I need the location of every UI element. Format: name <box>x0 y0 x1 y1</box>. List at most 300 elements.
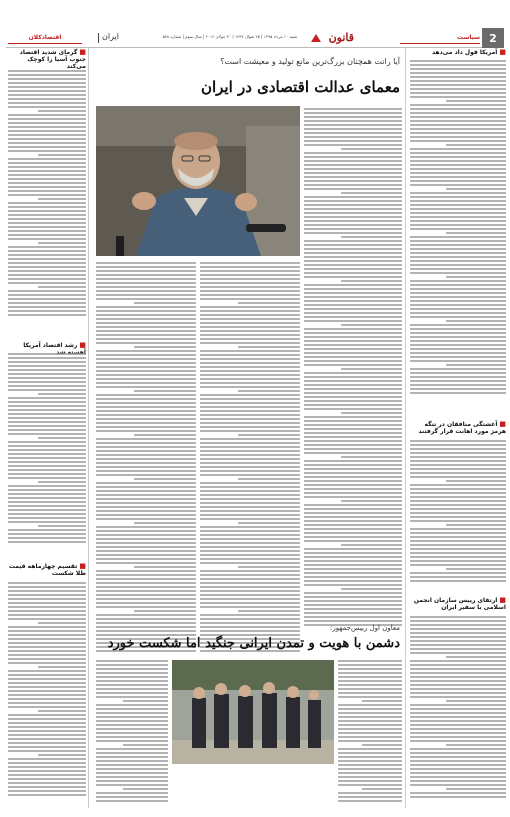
text-line <box>8 377 86 379</box>
text-line <box>8 425 86 427</box>
text-line <box>8 182 86 184</box>
text-line <box>200 386 300 388</box>
text-line <box>338 748 402 750</box>
main-body-col1 <box>304 108 402 628</box>
text-line <box>304 616 402 618</box>
issue-line: شنبه ۱۰ مرداد ۱۳۹۵ | ۲۵ شوال ۱۴۳۷ | ۳۰ جولای ۲۰۱۶ | سال سوم | شماره ۵۷۸ <box>162 34 298 39</box>
text-line <box>304 124 402 126</box>
text-line <box>304 372 402 374</box>
main-story-photo <box>96 106 300 256</box>
text-line <box>304 488 402 490</box>
text-line <box>96 590 196 592</box>
text-line <box>96 558 196 560</box>
text-line <box>410 240 506 242</box>
text-line <box>410 472 506 474</box>
text-line <box>96 446 196 448</box>
text-line <box>200 458 300 460</box>
text-line <box>200 314 300 316</box>
text-line <box>96 692 168 694</box>
text-line <box>200 466 300 468</box>
text-line <box>96 398 196 400</box>
text-line <box>200 358 300 360</box>
text-line <box>410 664 506 666</box>
text-line <box>200 418 300 420</box>
text-line <box>410 680 506 682</box>
text-line <box>96 554 196 556</box>
text-line <box>410 252 506 254</box>
text-line <box>410 60 506 62</box>
text-line <box>96 330 196 332</box>
text-line <box>304 128 402 130</box>
text-line <box>38 242 86 244</box>
text-line <box>410 732 506 734</box>
text-line <box>410 544 506 546</box>
text-line <box>96 760 168 762</box>
text-line <box>96 538 196 540</box>
text-line <box>410 444 506 446</box>
text-line <box>200 398 300 400</box>
text-line <box>304 184 402 186</box>
text-line <box>8 294 86 296</box>
text-line <box>304 380 402 382</box>
text-line <box>304 208 402 210</box>
text-line <box>8 397 86 399</box>
text-line <box>200 498 300 500</box>
text-line <box>338 756 402 758</box>
main-headline[interactable]: معمای عدالت اقتصادی در ایران <box>200 78 400 96</box>
text-line <box>338 660 402 662</box>
text-line <box>96 450 196 452</box>
text-line <box>96 262 196 264</box>
text-line <box>410 116 506 118</box>
text-line <box>304 536 402 538</box>
text-line <box>304 572 402 574</box>
text-line <box>96 386 196 388</box>
text-line <box>304 320 402 322</box>
text-line <box>8 654 86 656</box>
text-line <box>8 730 86 732</box>
text-line <box>200 474 300 476</box>
lower-body-right <box>338 660 402 804</box>
text-line <box>200 306 300 308</box>
text-line <box>200 594 300 596</box>
text-line <box>8 409 86 411</box>
text-line <box>410 460 506 462</box>
text-line <box>200 558 300 560</box>
text-line <box>304 452 402 454</box>
text-line <box>200 490 300 492</box>
text-line <box>38 198 86 200</box>
text-line <box>410 540 506 542</box>
text-line <box>8 353 86 355</box>
text-line <box>96 676 168 678</box>
text-line <box>410 180 506 182</box>
bullet-icon: ■ <box>499 48 506 56</box>
text-line <box>338 720 402 722</box>
text-line <box>8 642 86 644</box>
text-line <box>410 380 506 382</box>
text-line <box>96 736 168 738</box>
text-line <box>8 766 86 768</box>
left-story2-headline[interactable]: ■رشد اقتصاد آمریکا <box>23 341 86 349</box>
text-line <box>304 284 402 286</box>
right-story1-headline[interactable]: ■آمریکا قول داد می‌دهد <box>432 48 506 56</box>
text-line <box>304 328 402 330</box>
text-line <box>200 514 300 516</box>
right-story2-body <box>410 440 506 584</box>
text-line <box>8 421 86 423</box>
text-line <box>8 166 86 168</box>
text-line <box>96 494 196 496</box>
text-line <box>96 574 196 576</box>
text-line <box>338 676 402 678</box>
text-line <box>410 212 506 214</box>
text-line <box>410 556 506 558</box>
text-line <box>410 192 506 194</box>
text-line <box>304 416 402 418</box>
text-line <box>410 676 506 678</box>
text-line <box>8 194 86 196</box>
text-line <box>410 328 506 330</box>
text-line <box>338 708 402 710</box>
text-line <box>96 752 168 754</box>
text-line <box>304 116 402 118</box>
text-line <box>446 232 506 234</box>
text-line <box>238 302 300 304</box>
text-line <box>8 262 86 264</box>
text-line <box>96 602 196 604</box>
text-line <box>96 578 196 580</box>
text-line <box>8 678 86 680</box>
text-line <box>96 318 196 320</box>
text-line <box>8 610 86 612</box>
text-line <box>410 736 506 738</box>
text-line <box>304 168 402 170</box>
text-line <box>410 576 506 578</box>
text-line <box>410 764 506 766</box>
text-line <box>8 473 86 475</box>
text-line <box>8 389 86 391</box>
text-line <box>410 172 506 174</box>
text-line <box>96 278 196 280</box>
text-line <box>8 469 86 471</box>
text-line <box>304 552 402 554</box>
text-line <box>8 758 86 760</box>
right-story3-body <box>410 616 506 800</box>
text-line <box>410 560 506 562</box>
text-line <box>304 188 402 190</box>
text-line <box>200 406 300 408</box>
text-line <box>200 482 300 484</box>
text-line <box>410 176 506 178</box>
text-line <box>96 454 196 456</box>
text-line <box>200 598 300 600</box>
text-line <box>410 636 506 638</box>
text-line <box>8 162 86 164</box>
text-line <box>8 606 86 608</box>
text-line <box>238 478 300 480</box>
text-line <box>8 174 86 176</box>
text-line <box>304 396 402 398</box>
text-line <box>410 384 506 386</box>
text-line <box>200 506 300 508</box>
text-line <box>338 736 402 738</box>
text-line <box>200 590 300 592</box>
text-line <box>96 712 168 714</box>
text-line <box>8 778 86 780</box>
text-line <box>96 660 168 662</box>
text-line <box>410 68 506 70</box>
text-line <box>304 556 402 558</box>
text-line <box>8 413 86 415</box>
text-line <box>134 478 196 480</box>
text-line <box>96 490 196 492</box>
text-line <box>338 800 402 802</box>
text-line <box>410 792 506 794</box>
text-line <box>338 716 402 718</box>
text-line <box>8 114 86 116</box>
text-line <box>410 280 506 282</box>
text-line <box>200 582 300 584</box>
text-line <box>304 608 402 610</box>
text-line <box>8 433 86 435</box>
text-line <box>96 800 168 802</box>
section-divider <box>98 33 99 43</box>
text-line <box>410 88 506 90</box>
text-line <box>304 356 402 358</box>
text-line <box>96 422 196 424</box>
text-line <box>410 784 506 786</box>
text-line <box>96 724 168 726</box>
text-line <box>8 158 86 160</box>
text-line <box>410 768 506 770</box>
lower-headline[interactable]: دشمن با هویت و تمدن ایرانی جنگید اما شکست خورد <box>107 636 400 651</box>
main-body-col2 <box>200 262 300 654</box>
text-line <box>123 744 168 746</box>
text-line <box>8 369 86 371</box>
text-line <box>410 204 506 206</box>
text-line <box>304 444 402 446</box>
text-line <box>410 288 506 290</box>
text-line <box>410 572 506 574</box>
text-line <box>8 537 86 539</box>
text-line <box>304 496 402 498</box>
text-line <box>8 270 86 272</box>
text-line <box>96 664 168 666</box>
text-line <box>410 740 506 742</box>
text-line <box>8 365 86 367</box>
text-line <box>96 704 168 706</box>
text-line <box>200 334 300 336</box>
text-line <box>96 290 196 292</box>
text-line <box>410 756 506 758</box>
text-line <box>38 393 86 395</box>
text-line <box>304 376 402 378</box>
text-line <box>304 384 402 386</box>
left-story3-headline[interactable]: ■تقسیم چهارماهه قیمت طلا شکست <box>8 562 86 577</box>
text-line <box>410 260 506 262</box>
text-line <box>8 505 86 507</box>
text-line <box>96 526 196 528</box>
text-line <box>410 780 506 782</box>
text-line <box>338 704 402 706</box>
text-line <box>96 314 196 316</box>
text-line <box>338 792 402 794</box>
text-line <box>304 312 402 314</box>
text-line <box>123 788 168 790</box>
text-line <box>96 294 196 296</box>
text-line <box>8 254 86 256</box>
text-line <box>446 744 506 746</box>
text-line <box>304 352 402 354</box>
text-line <box>304 580 402 582</box>
text-line <box>410 752 506 754</box>
text-line <box>304 308 402 310</box>
text-line <box>96 672 168 674</box>
text-line <box>96 342 196 344</box>
text-line <box>8 770 86 772</box>
text-line <box>410 440 506 442</box>
text-line <box>410 532 506 534</box>
text-line <box>8 186 86 188</box>
text-line <box>410 200 506 202</box>
text-line <box>238 566 300 568</box>
text-line <box>304 392 402 394</box>
text-line <box>341 148 402 150</box>
text-line <box>200 550 300 552</box>
text-line <box>200 326 300 328</box>
text-line <box>304 164 402 166</box>
text-line <box>96 298 196 300</box>
text-line <box>8 726 86 728</box>
text-line <box>304 260 402 262</box>
text-line <box>134 610 196 612</box>
text-line <box>8 582 86 584</box>
text-line <box>38 154 86 156</box>
text-line <box>338 680 402 682</box>
text-line <box>304 400 402 402</box>
text-line <box>96 582 196 584</box>
text-line <box>8 138 86 140</box>
text-line <box>304 292 402 294</box>
text-line <box>304 332 402 334</box>
text-line <box>410 360 506 362</box>
text-line <box>341 588 402 590</box>
text-line <box>96 748 168 750</box>
text-line <box>96 426 196 428</box>
text-line <box>200 538 300 540</box>
text-line <box>410 160 506 162</box>
text-line <box>8 706 86 708</box>
right-story2-headline[interactable]: ■آغشتگی منافقان در تنگه هرمز مورد اهانت قرار گرفتند <box>418 420 506 435</box>
text-line <box>410 272 506 274</box>
text-line <box>200 470 300 472</box>
text-line <box>8 130 86 132</box>
text-line <box>8 690 86 692</box>
text-line <box>304 364 402 366</box>
text-line <box>341 500 402 502</box>
text-line <box>8 449 86 451</box>
text-line <box>410 696 506 698</box>
text-line <box>304 136 402 138</box>
text-line <box>38 481 86 483</box>
text-line <box>96 498 196 500</box>
text-line <box>8 146 86 148</box>
text-line <box>200 350 300 352</box>
text-line <box>341 544 402 546</box>
text-line <box>200 394 300 396</box>
text-line <box>410 84 506 86</box>
text-line <box>96 410 196 412</box>
text-line <box>410 136 506 138</box>
text-line <box>200 290 300 292</box>
text-line <box>304 140 402 142</box>
text-line <box>8 650 86 652</box>
text-line <box>96 402 196 404</box>
text-line <box>96 720 168 722</box>
text-line <box>304 304 402 306</box>
text-line <box>304 516 402 518</box>
text-line <box>410 352 506 354</box>
text-line <box>200 338 300 340</box>
text-line <box>96 326 196 328</box>
text-line <box>8 441 86 443</box>
text-line <box>96 274 196 276</box>
text-line <box>96 732 168 734</box>
text-line <box>8 590 86 592</box>
text-line <box>8 533 86 535</box>
text-line <box>8 218 86 220</box>
text-line <box>410 628 506 630</box>
text-line <box>304 592 402 594</box>
text-line <box>96 772 168 774</box>
text-line <box>341 192 402 194</box>
text-line <box>338 712 402 714</box>
text-line <box>338 688 402 690</box>
text-line <box>410 508 506 510</box>
text-line <box>410 324 506 326</box>
text-line <box>410 296 506 298</box>
text-line <box>8 170 86 172</box>
text-line <box>410 392 506 394</box>
text-line <box>410 640 506 642</box>
text-line <box>338 684 402 686</box>
text-line <box>8 274 86 276</box>
text-line <box>96 354 196 356</box>
left-story1-headline[interactable]: ■گرمای شدید اقتصاد جنوب آسیا را کوچک می‌کند <box>19 48 86 70</box>
text-line <box>410 716 506 718</box>
text-line <box>200 530 300 532</box>
text-line <box>8 150 86 152</box>
right-story3-headline[interactable]: ■ارتقای رییس سازمان انجمن اسلامی با سفیر ایران <box>413 596 506 611</box>
text-line <box>200 322 300 324</box>
text-line <box>8 541 86 543</box>
text-line <box>238 346 300 348</box>
text-line <box>410 796 506 798</box>
text-line <box>8 598 86 600</box>
text-line <box>304 472 402 474</box>
text-line <box>8 226 86 228</box>
text-line <box>410 208 506 210</box>
text-line <box>8 630 86 632</box>
text-line <box>304 404 402 406</box>
text-line <box>410 124 506 126</box>
text-line <box>410 120 506 122</box>
text-line <box>446 144 506 146</box>
column-rule <box>405 48 406 808</box>
text-line <box>410 536 506 538</box>
text-line <box>410 772 506 774</box>
